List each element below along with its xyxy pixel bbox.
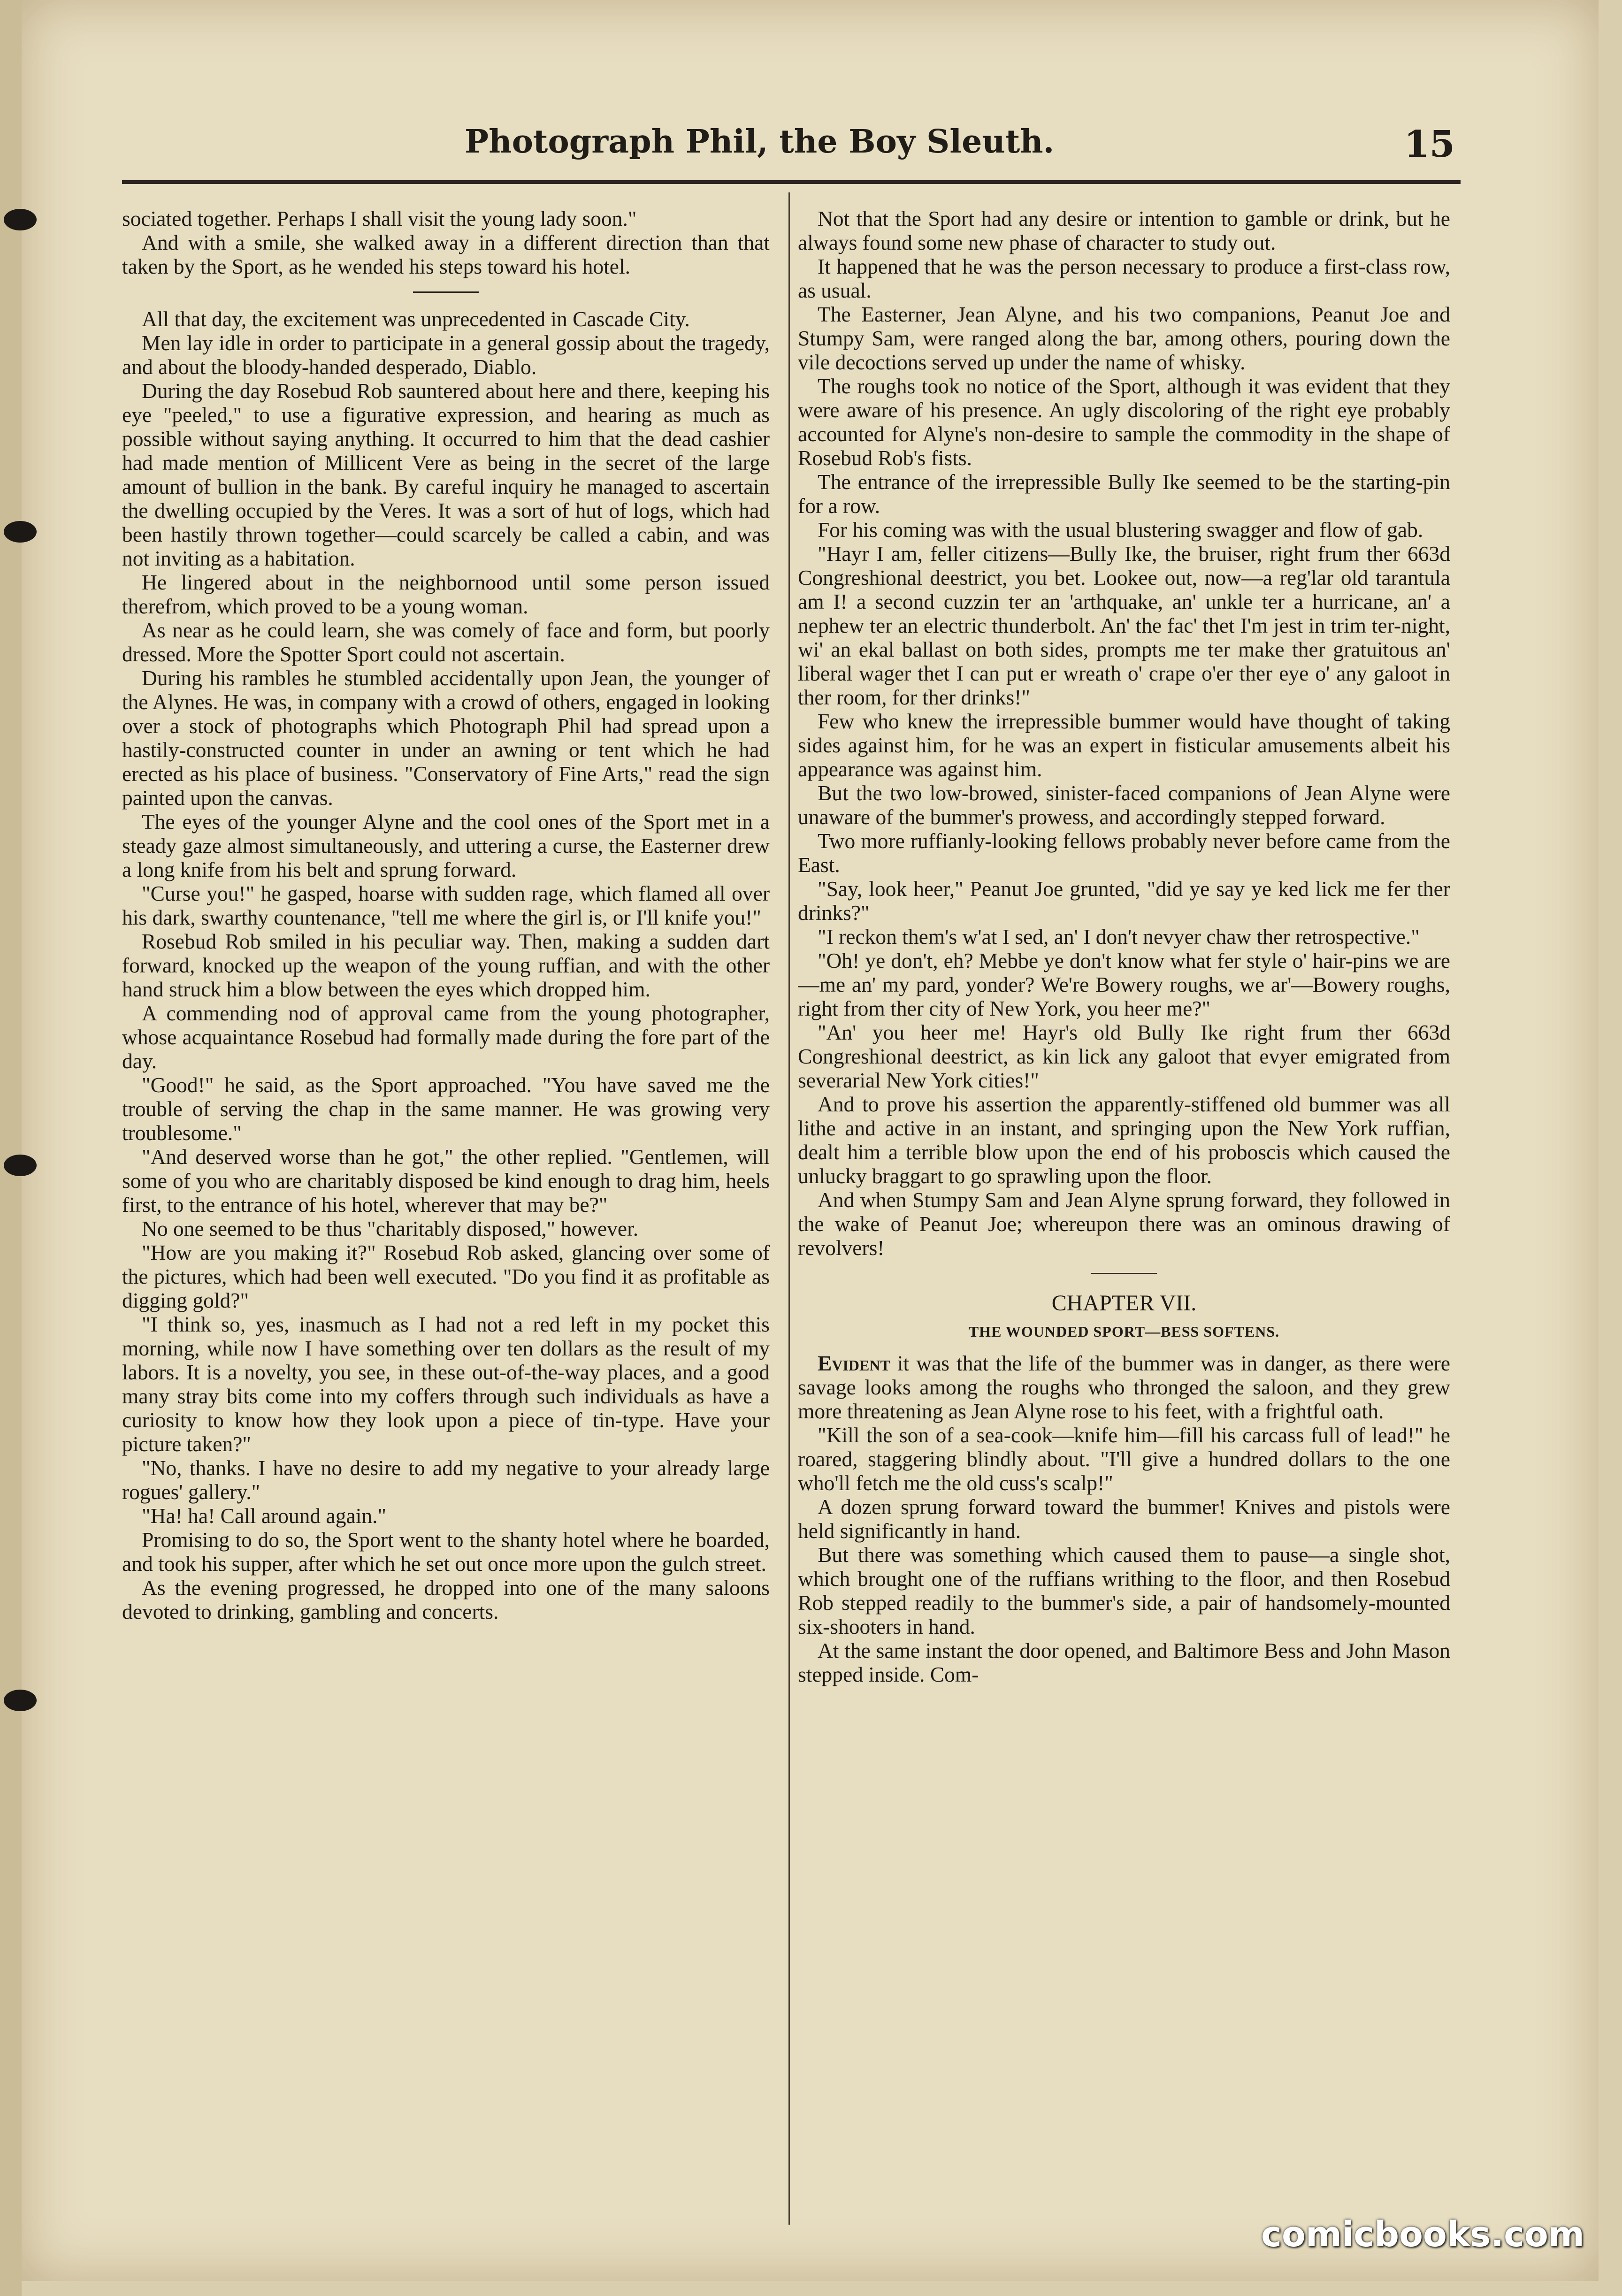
paragraph: "And deserved worse than he got," the other replied. "Gentlemen, will some of you who are charitably disposed be kind enough to drag him, heels first, to the entrance of his hotel, wherever that may be?" [122,1145,770,1217]
chapter-first-paragraph-text: it was that the life of the bummer was in danger, as there were savage looks among the roughs who thronged the saloon, and they grew more threatening as Jean Alyne rose to his feet, with a frightful oath. [798,1351,1450,1423]
binding-spine [0,0,22,2296]
paragraph: "I think so, yes, inasmuch as I had not a red left in my pocket this morning, while now I have something over ten dollars as the result of my labors. It is a novelty, you see, in these out-of-the-way places, and a good many stray bits come into my coffers through such individuals as have a curiosity to know how they look upon a piece of tin-type. Have your picture taken?" [122,1312,770,1456]
paragraph: During his rambles he stumbled accidentally upon Jean, the younger of the Alynes. He was, in company with a crowd of others, engaged in looking over a stock of photographs which Photograph Phil had spread upon a hastily-constructed counter in under an awning or tent which he had erected as his place of business. "Conservatory of Fine Arts," read the sign painted upon the canvas. [122,666,770,810]
page-number: 15 [1404,123,1455,166]
paragraph: As the evening progressed, he dropped into one of the many saloons devoted to drinking, gambling and concerts. [122,1576,770,1623]
paragraph: But the two low-browed, sinister-faced companions of Jean Alyne were unaware of the bummer's prowess, and accordingly stepped forward. [798,781,1450,829]
paragraph: sociated together. Perhaps I shall visit the young lady soon." [122,207,637,230]
paragraph: The Easterner, Jean Alyne, and his two companions, Peanut Joe and Stumpy Sam, were ranged along the bar, among others, pouring down the vile decoctions served up under the name of whisky. [798,302,1450,374]
watermark-text: comicbooks.com [1261,2214,1584,2255]
section-separator [1091,1273,1157,1274]
paragraph: During the day Rosebud Rob sauntered about here and there, keeping his eye "peeled," to use a figurative expression, and hearing as much as possible without saying anything. It occurred to him that the dead cashier had made mention of Millicent Vere as being in the secret of the large amount of bullion in the bank. By careful inquiry he managed to ascertain the dwelling occupied by the Veres. It was a sort of hut of logs, which had been hastily thrown together—could scarcely be called a cabin, and was not inviting as a habitation. [122,379,770,570]
binding-hole [4,1155,37,1176]
paragraph: The eyes of the younger Alyne and the cool ones of the Sport met in a steady gaze almost simultaneously, and uttering a curse, the Easterner drew a long knife from his belt and sprung forward. [122,810,770,881]
section-separator [413,291,479,293]
right-column-text [798,207,1450,1260]
paragraph: At the same instant the door opened, and Baltimore Bess and John Mason stepped inside. Com- [798,1638,1450,1686]
left-column [122,207,770,2225]
paragraph: "Curse you!" he gasped, hoarse with sudden rage, which flamed all over his dark, swarthy countenance, "tell me where the girl is, or I'll knife you!" [122,881,770,929]
paragraph: Not that the Sport had any desire or intention to gamble or drink, but he always found some new phase of character to study out. [798,207,1450,254]
paragraph: For his coming was with the usual blustering swagger and flow of gab. [818,518,1423,542]
paragraph: And with a smile, she walked away in a different direction than that taken by the Sport, as he wended his steps toward his hotel. [122,230,770,278]
paragraph: "I reckon them's w'at I sed, an' I don't nevyer chaw ther retrospective." [818,925,1420,949]
chapter-subtitle: THE WOUNDED SPORT—BESS SOFTENS. [968,1323,1280,1340]
paragraph: Promising to do so, the Sport went to the shanty hotel where he boarded, and took his supper, after which he set out once more upon the gulch street. [122,1528,770,1576]
paragraph: "No, thanks. I have no desire to add my negative to your already large rogues' gallery." [122,1456,770,1504]
paragraph: "An' you heer me! Hayr's old Bully Ike right frum ther 663d Congreshional deestrict, as kin lick any galoot that evyer emigrated from severarial New York cities!" [798,1020,1450,1092]
paragraph: And when Stumpy Sam and Jean Alyne sprung forward, they followed in the wake of Peanut Joe; whereupon there was an ominous drawing of revolvers! [798,1188,1450,1260]
running-header: Photograph Phil, the Boy Sleuth. [465,123,1055,161]
paragraph: No one seemed to be thus "charitably disposed," however. [142,1217,639,1240]
binding-hole [4,1690,37,1711]
right-column [798,207,1450,2225]
right-column-text-continued [798,1423,1450,1686]
paragraph: Rosebud Rob smiled in his peculiar way. Then, making a sudden dart forward, knocked up the weapon of the young ruffian, and with the other hand struck him a blow between the eyes which dropped him. [122,929,770,1001]
paragraph: "Ha! ha! Call around again." [142,1504,387,1528]
binding-hole [4,209,37,230]
header-rule [122,180,1461,184]
paragraph: It happened that he was the person necessary to produce a first-class row, as usual. [798,254,1450,302]
chapter-first-paragraph [798,1351,1450,1423]
paragraph: And to prove his assertion the apparently-stiffened old bummer was all lithe and active in an instant, and springing upon the New York ruffian, dealt him a terrible blow upon the end of his proboscis which caused the unlucky braggart to go sprawling upon the floor. [798,1092,1450,1188]
paragraph: The entrance of the irrepressible Bully Ike seemed to be the starting-pin for a row. [798,470,1450,518]
paragraph: "Say, look heer," Peanut Joe grunted, "did ye say ye ked lick me fer ther drinks?" [798,877,1450,925]
column-divider [788,192,790,2225]
paragraph: But there was something which caused them to pause—a single shot, which brought one of the ruffians writhing to the floor, and then Rosebud Rob stepped readily to the bummer's side, a pair of handsomely-mounted six-shooters in hand. [798,1543,1450,1638]
paragraph: "Oh! ye don't, eh? Mebbe ye don't know what fer style o' hair-pins we are—me an' my pard, yonder? We're Bowery roughs, we ar'—Bowery roughs, right from ther city of New York, you heer me?" [798,949,1450,1020]
paragraph: Few who knew the irrepressible bummer would have thought of taking sides against him, for he was an expert in fisticular amusements albeit his appearance was against him. [798,709,1450,781]
paragraph: The roughs took no notice of the Sport, although it was evident that they were aware of his presence. An ugly discoloring of the right eye probably accounted for Alyne's non-desire to sample the commodity in the shape of Rosebud Rob's fists. [798,374,1450,470]
paragraph: A commending nod of approval came from the young photographer, whose acquaintance Rosebud had formally made during the fore part of the day. [122,1001,770,1073]
paragraph: Two more ruffianly-looking fellows probably never before came from the East. [798,829,1450,877]
paragraph: As near as he could learn, she was comely of face and form, but poorly dressed. More the Spotter Sport could not ascertain. [122,618,770,666]
chapter-title: CHAPTER VII. [1051,1291,1197,1316]
paragraph: Men lay idle in order to participate in a general gossip about the tragedy, and about the bloody-handed desperado, Diablo. [122,331,770,379]
paragraph: "Kill the son of a sea-cook—knife him—fill his carcass full of lead!" he roared, staggering blindly about. "I'll give a hundred dollars to the one who'll fetch me the old cuss's scalp!" [798,1423,1450,1495]
chapter-lead-word: Evident [818,1351,890,1375]
paragraph: All that day, the excitement was unprecedented in Cascade City. [142,307,690,331]
paragraph: "How are you making it?" Rosebud Rob asked, glancing over some of the pictures, which had been well executed. "Do you find it as profitable as digging gold?" [122,1240,770,1312]
paragraph: "Good!" he said, as the Sport approached. "You have saved me the trouble of serving the chap in the same manner. He was growing very troublesome." [122,1073,770,1145]
binding-hole [4,521,37,543]
paragraph: "Hayr I am, feller citizens—Bully Ike, the bruiser, right frum ther 663d Congreshional deestrict, you bet. Lookee out, now—a reg'lar old tarantula am I! a second cuzzin ter an 'arthquake, an' unkle ter a hurricane, an' a nephew ter an electric thunderbolt. An' the fac' thet I'm jest in trim ter-night, wi' an ekal ballast on both sides, prompts me ter make ther gratuitous an' liberal wager thet I can put er wreath o' crape o'er ther eye o' any galoot in ther room, for ther drinks!" [798,542,1450,709]
paragraph: He lingered about in the neighbornood until some person issued therefrom, which proved to be a young woman. [122,570,770,618]
paragraph: A dozen sprung forward toward the bummer! Knives and pistols were held significantly in hand. [798,1495,1450,1543]
